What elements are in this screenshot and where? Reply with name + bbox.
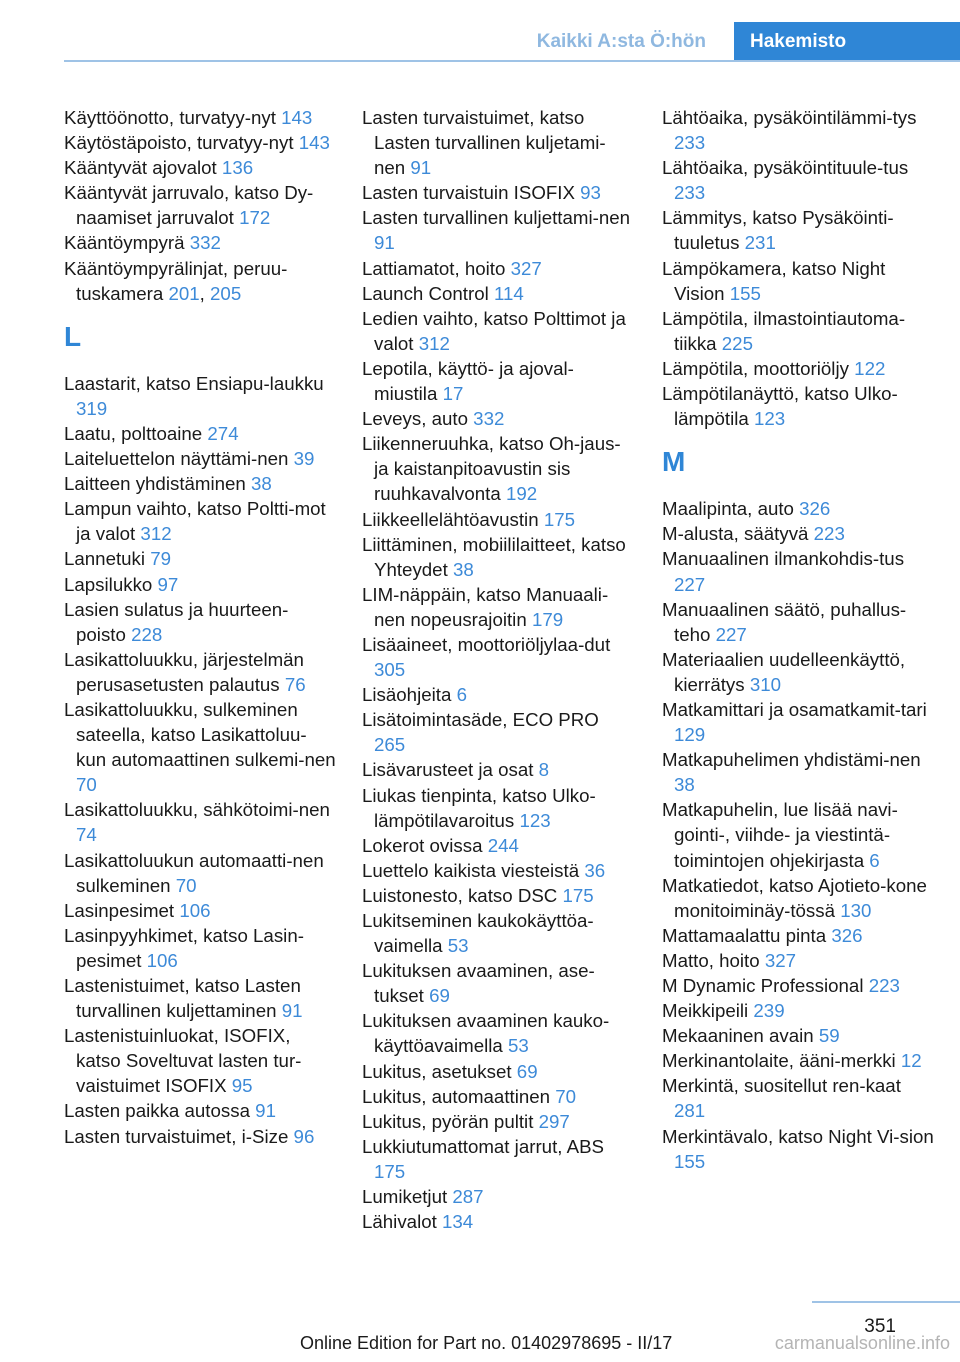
page-link[interactable]: 17 bbox=[442, 383, 464, 405]
index-entry bbox=[662, 256, 934, 306]
entry-text: Lämpötila, moottoriöljy bbox=[662, 357, 849, 379]
index-entry bbox=[64, 546, 336, 571]
index-entry bbox=[362, 180, 634, 205]
page-link[interactable]: 70 bbox=[175, 874, 197, 896]
index-entry bbox=[362, 833, 634, 858]
watermark: carmanualsonline.info bbox=[774, 1333, 950, 1353]
page-link[interactable]: 95 bbox=[231, 1075, 253, 1097]
page-link[interactable]: 297 bbox=[538, 1110, 570, 1132]
page-link[interactable]: 192 bbox=[505, 483, 538, 505]
page-link[interactable]: 244 bbox=[487, 834, 519, 856]
page-link[interactable]: 134 bbox=[442, 1211, 474, 1233]
entry-text: Luettelo kaikista viesteistä bbox=[362, 859, 580, 881]
entry-text: Merkinantolaite, ääni-merkki bbox=[662, 1050, 896, 1072]
page-link[interactable]: 175 bbox=[374, 1160, 406, 1182]
entry-text: Lumiketjut bbox=[362, 1186, 448, 1208]
index-entry bbox=[662, 597, 934, 647]
entry-text: Käyttöönotto, turvatyy-nyt bbox=[64, 107, 276, 128]
entry-text: Käytöstäpoisto, turvatyy-nyt bbox=[64, 132, 294, 154]
entry-text: Lasten turvaistuimet, katso Lasten turvallinen kuljetami-nen bbox=[362, 107, 606, 179]
index-entry bbox=[362, 532, 634, 582]
index-entry bbox=[662, 797, 934, 872]
page-link[interactable]: 69 bbox=[429, 985, 450, 1007]
page-link[interactable]: 97 bbox=[157, 573, 179, 595]
index-entry bbox=[64, 421, 336, 446]
page-link[interactable]: 114 bbox=[493, 282, 524, 304]
page-link[interactable]: 39 bbox=[293, 448, 315, 470]
index-entry bbox=[362, 1134, 634, 1184]
page-link[interactable]: 6 bbox=[456, 684, 467, 706]
index-entry bbox=[64, 647, 336, 697]
page-link[interactable]: 201 bbox=[168, 282, 200, 304]
index-entry bbox=[362, 406, 634, 431]
entry-text: Lasien sulatus ja huurteen-poisto bbox=[64, 598, 289, 645]
page-link[interactable]: 93 bbox=[580, 182, 601, 204]
page-link[interactable]: 38 bbox=[251, 473, 272, 495]
index-entry bbox=[64, 923, 336, 973]
entry-text: Lokerot ovissa bbox=[362, 834, 483, 856]
page-link[interactable]: 96 bbox=[293, 1125, 315, 1147]
index-entry bbox=[362, 858, 634, 883]
page-link[interactable]: 223 bbox=[868, 975, 900, 996]
entry-text: Lukkiutumattomat jarrut, ABS bbox=[362, 1135, 605, 1157]
page-link[interactable]: 326 bbox=[831, 924, 863, 946]
entry-text: Lastenistuimet, katso Lasten turvallinen kuljettaminen bbox=[64, 975, 301, 1022]
entry-text: Liikenneruuhka, katso Oh-jaus- ja kaistanpitoavustin sis ruuhkavalvonta bbox=[362, 433, 621, 505]
page-link[interactable]: 228 bbox=[131, 623, 163, 645]
page-link[interactable]: 123 bbox=[519, 809, 551, 831]
entry-text: Manuaalinen ilmankohdis-tus bbox=[662, 548, 905, 570]
index-entry bbox=[64, 1124, 336, 1149]
entry-text: LIM-näppäin, katso Manuaali-nen nopeusrajoitin bbox=[362, 583, 609, 630]
entry-text: Merkintä, suositellut ren-kaat bbox=[662, 1075, 901, 1097]
page-link[interactable]: 179 bbox=[531, 608, 564, 630]
entry-text: Kääntöympyrälinjat, peruu-tuskamera bbox=[64, 257, 288, 304]
entry-text: Lasikattoluukku, järjestelmän perusasetusten palautus bbox=[64, 648, 304, 695]
index-column-1 bbox=[64, 105, 336, 1149]
entry-text: Lasikattoluukku, sulkeminen sateella, katso Lasikattoluu-kun automaattinen sulkemi-nen bbox=[64, 698, 336, 771]
page-link[interactable]: 172 bbox=[239, 207, 271, 229]
entry-text: M-alusta, säätyvä bbox=[662, 523, 809, 545]
index-entry bbox=[64, 597, 336, 647]
page-link[interactable]: 76 bbox=[284, 673, 306, 695]
entry-text: Lukituksen avaaminen, ase-tukset bbox=[362, 960, 595, 1007]
page-link[interactable]: 231 bbox=[744, 232, 776, 254]
index-entry bbox=[64, 471, 336, 496]
page-link[interactable]: 69 bbox=[516, 1060, 538, 1082]
page-link[interactable]: 239 bbox=[753, 1000, 785, 1022]
index-entry bbox=[64, 1023, 336, 1098]
page-link[interactable]: 327 bbox=[510, 257, 542, 279]
entry-text: Matto, hoito bbox=[662, 949, 760, 971]
index-entry bbox=[64, 446, 336, 471]
index-column-2 bbox=[362, 105, 634, 1234]
edition-note: Online Edition for Part no. 01402978695 - II/17 bbox=[300, 1333, 673, 1353]
index-entry bbox=[362, 1084, 634, 1109]
page-link[interactable]: 36 bbox=[584, 859, 606, 881]
header-rule bbox=[64, 60, 960, 62]
index-entry bbox=[64, 572, 336, 597]
page-link[interactable]: 287 bbox=[452, 1186, 484, 1208]
entry-text: Matkatiedot, katso Ajotieto-kone monitoiminäy-tössä bbox=[662, 874, 927, 921]
entry-text: Lämpötilanäyttö, katso Ulko-lämpötila bbox=[662, 383, 898, 430]
page-link[interactable]: 70 bbox=[555, 1085, 577, 1107]
entry-text: Lähtöaika, pysäköintilämmi-tys bbox=[662, 107, 917, 128]
index-entry bbox=[662, 998, 934, 1023]
page-link[interactable]: 326 bbox=[799, 498, 831, 520]
entry-text: Ledien vaihto, katso Polttimot ja valot bbox=[362, 307, 626, 354]
page-link[interactable]: 175 bbox=[562, 884, 594, 906]
page-link[interactable]: 319 bbox=[76, 397, 108, 419]
entry-text: Kääntyvät jarruvalo, katso Dy-naamiset jarruvalot bbox=[64, 182, 314, 229]
entry-text: Lukitus, automaattinen bbox=[362, 1085, 551, 1107]
index-entry bbox=[64, 973, 336, 1023]
page-link[interactable]: 223 bbox=[813, 523, 845, 545]
index-entry bbox=[662, 647, 934, 697]
page-link[interactable]: 274 bbox=[207, 422, 239, 444]
page-link[interactable]: 123 bbox=[754, 408, 786, 430]
page-link[interactable]: 130 bbox=[840, 899, 872, 921]
entry-text: Manuaalinen säätö, puhallus-teho bbox=[662, 598, 907, 645]
page-link[interactable]: 143 bbox=[281, 107, 313, 128]
entry-text: Lasikattoluukun automaatti-nen sulkeminen bbox=[64, 849, 324, 896]
index-entry bbox=[662, 1023, 934, 1048]
entry-text: Lisätoimintasäde, ECO PRO bbox=[362, 709, 599, 731]
page-link[interactable]: 205 bbox=[210, 282, 242, 304]
index-entry bbox=[362, 1209, 634, 1234]
index-entry bbox=[362, 958, 634, 1008]
entry-text: Kääntyvät ajovalot bbox=[64, 157, 217, 179]
index-entry bbox=[662, 697, 934, 747]
index-entry bbox=[362, 783, 634, 833]
index-entry bbox=[362, 507, 634, 532]
entry-text: Liikkeellelähtöavustin bbox=[362, 508, 539, 530]
index-entry bbox=[662, 923, 934, 948]
entry-text: Lasten turvallinen kuljettami-nen bbox=[362, 207, 631, 229]
entry-text: Laastarit, katso Ensiapu-laukku bbox=[64, 372, 324, 394]
entry-text: Luistonesto, katso DSC bbox=[362, 884, 558, 906]
index-entry bbox=[64, 898, 336, 923]
page-link[interactable]: 8 bbox=[538, 759, 550, 781]
index-entry bbox=[64, 180, 336, 230]
index-entry bbox=[362, 205, 634, 255]
index-entry bbox=[662, 381, 934, 431]
index-entry bbox=[362, 431, 634, 506]
page-link[interactable]: 233 bbox=[674, 182, 706, 204]
page-link[interactable]: 155 bbox=[674, 1150, 706, 1172]
page-link[interactable]: 91 bbox=[281, 1000, 303, 1022]
index-entry bbox=[362, 356, 634, 406]
page-link[interactable]: 91 bbox=[410, 157, 432, 179]
page-link[interactable]: 312 bbox=[418, 332, 450, 354]
index-entry bbox=[662, 873, 934, 923]
page-link[interactable]: 227 bbox=[715, 623, 747, 645]
page-link[interactable]: 91 bbox=[255, 1100, 276, 1122]
index-entry bbox=[362, 105, 634, 180]
entry-text: Lasten turvaistuimet, i-Size bbox=[64, 1125, 289, 1147]
index-entry bbox=[362, 707, 634, 757]
index-entry bbox=[362, 281, 634, 306]
index-entry bbox=[662, 356, 934, 381]
page-number: 351 bbox=[864, 1316, 896, 1337]
index-entry bbox=[64, 105, 336, 130]
page-link[interactable]: 106 bbox=[179, 899, 211, 921]
index-entry bbox=[662, 105, 934, 155]
page-link[interactable]: 332 bbox=[473, 408, 505, 430]
index-entry bbox=[64, 230, 336, 255]
page-link[interactable]: 155 bbox=[729, 282, 761, 304]
page-link[interactable]: 136 bbox=[221, 157, 254, 179]
page-link[interactable]: 6 bbox=[869, 849, 880, 871]
page-link[interactable]: 332 bbox=[189, 232, 221, 254]
index-entry bbox=[362, 632, 634, 682]
index-entry bbox=[362, 582, 634, 632]
entry-text: Lepotila, käyttö- ja ajoval-miustila bbox=[362, 357, 574, 405]
index-entry bbox=[662, 155, 934, 205]
index-entry bbox=[64, 496, 336, 546]
footer-rule bbox=[812, 1301, 960, 1303]
entry-text: Lisäohjeita bbox=[362, 684, 452, 706]
index-entry bbox=[662, 521, 934, 546]
entry-text: Laitteen yhdistäminen bbox=[64, 473, 246, 495]
index-entry bbox=[362, 682, 634, 707]
index-entry bbox=[662, 205, 934, 255]
index-entry bbox=[64, 155, 336, 180]
entry-text: M Dynamic Professional bbox=[662, 975, 864, 996]
index-entry bbox=[64, 797, 336, 847]
entry-text: Lukitus, asetukset bbox=[362, 1060, 512, 1082]
page-link[interactable]: 233 bbox=[674, 132, 706, 154]
entry-text: Launch Control bbox=[362, 282, 489, 304]
page-link[interactable]: 53 bbox=[508, 1035, 529, 1057]
index-entry bbox=[662, 973, 934, 998]
page-link[interactable]: 227 bbox=[674, 573, 706, 595]
section-title: Kaikki A:sta Ö:hön bbox=[536, 31, 706, 52]
index-entry: Kääntöympyrälinjat, peruu-tuskamera 201, 205 bbox=[64, 257, 288, 304]
entry-text: Lämpökamera, katso Night Vision bbox=[662, 257, 886, 304]
page-link[interactable]: 143 bbox=[298, 132, 330, 154]
entry-text: Maalipinta, auto bbox=[662, 498, 794, 520]
page-link[interactable]: 312 bbox=[140, 523, 172, 545]
index-entry bbox=[662, 546, 934, 596]
page-link[interactable]: 129 bbox=[674, 724, 706, 746]
entry-text: Matkapuhelimen yhdistämi-nen bbox=[662, 749, 921, 771]
entry-text: Lannetuki bbox=[64, 548, 146, 570]
index-entry bbox=[64, 848, 336, 898]
entry-text: Lattiamatot, hoito bbox=[362, 257, 506, 279]
page-link[interactable]: 175 bbox=[543, 508, 575, 530]
index-entry bbox=[662, 496, 934, 521]
index-entry bbox=[362, 306, 634, 356]
index-entry bbox=[64, 130, 336, 155]
entry-text: Laiteluettelon näyttämi-nen bbox=[64, 448, 289, 470]
entry-text: Lähivalot bbox=[362, 1211, 437, 1233]
index-entry bbox=[662, 1048, 934, 1073]
index-entry bbox=[362, 1008, 634, 1058]
page-link[interactable]: 122 bbox=[854, 357, 886, 379]
page-link[interactable]: 59 bbox=[818, 1025, 840, 1047]
index-entry bbox=[64, 371, 336, 421]
entry-text: Lämpötila, ilmastointiautoma-tiikka bbox=[662, 307, 906, 354]
index-entry bbox=[64, 697, 336, 797]
entry-text: Lasinpyyhkimet, katso Lasin-pesimet bbox=[64, 924, 304, 971]
page-header bbox=[0, 0, 960, 62]
entry-text: Lasikattoluukku, sähkötoimi-nen bbox=[64, 799, 330, 821]
entry-text: Matkamittari ja osamatkamit-tari bbox=[662, 698, 927, 720]
entry-text: Matkapuhelin, lue lisää navi-gointi-, viihde- ja viestintä-toimintojen ohjekirjasta bbox=[662, 799, 898, 871]
entry-text: Leveys, auto bbox=[362, 408, 468, 430]
entry-text: Lasinpesimet bbox=[64, 899, 175, 921]
index-entry bbox=[662, 306, 934, 356]
index-entry bbox=[362, 256, 634, 281]
index-entry bbox=[362, 883, 634, 908]
page-link[interactable]: 281 bbox=[674, 1100, 706, 1122]
section-letter: M bbox=[662, 446, 686, 478]
entry-text: Merkintävalo, katso Night Vi-sion bbox=[662, 1125, 934, 1147]
index-entry bbox=[362, 1109, 634, 1134]
page-link[interactable]: 53 bbox=[447, 935, 469, 957]
entry-text: Mekaaninen avain bbox=[662, 1025, 814, 1047]
page-link[interactable]: 106 bbox=[146, 949, 178, 971]
page-link[interactable]: 12 bbox=[900, 1050, 922, 1072]
entry-text: Liittäminen, mobiililaitteet, katso Yhteydet bbox=[362, 533, 626, 580]
entry-text: Lämmitys, katso Pysäköinti-tuuletus bbox=[662, 207, 894, 254]
entry-text: Lasten turvaistuin ISOFIX bbox=[362, 182, 575, 204]
entry-text: Lasten paikka autossa bbox=[64, 1100, 250, 1122]
index-entry bbox=[662, 747, 934, 797]
entry-text: Lukituksen avaaminen kauko-käyttöavaimella bbox=[362, 1010, 610, 1057]
entry-text: Lisävarusteet ja osat bbox=[362, 759, 534, 781]
chapter-tab: Hakemisto bbox=[734, 22, 960, 62]
page-link[interactable]: 305 bbox=[374, 659, 406, 681]
page-link[interactable]: 70 bbox=[76, 774, 97, 796]
entry-text: Lapsilukko bbox=[64, 573, 153, 595]
page-link[interactable]: 225 bbox=[721, 332, 753, 354]
entry-text: Lähtöaika, pysäköintituule-tus bbox=[662, 157, 909, 179]
page-link[interactable]: 327 bbox=[764, 949, 797, 971]
index-entry bbox=[662, 1073, 934, 1123]
page-link[interactable]: 79 bbox=[150, 548, 172, 570]
page-link[interactable]: 38 bbox=[452, 558, 474, 580]
page-link[interactable]: 265 bbox=[374, 734, 406, 756]
index-entry bbox=[362, 1184, 634, 1209]
section-letter: L bbox=[64, 320, 82, 352]
entry-text: Mattamaalattu pinta bbox=[662, 924, 827, 946]
entry-text: Meikkipeili bbox=[662, 1000, 749, 1022]
entry-text: Lastenistuinluokat, ISOFIX, katso Soveltuvat lasten tur-vaistuimet ISOFIX bbox=[64, 1025, 302, 1097]
index-entry bbox=[662, 948, 934, 973]
entry-text: Materiaalien uudelleenkäyttö, kierrätys bbox=[662, 648, 906, 695]
entry-text: Laatu, polttoaine bbox=[64, 422, 203, 444]
index-entry bbox=[362, 908, 634, 958]
entry-text: Kääntöympyrä bbox=[64, 232, 185, 254]
page-link[interactable]: 91 bbox=[374, 232, 395, 254]
index-entry bbox=[362, 757, 634, 782]
index-entry bbox=[362, 1059, 634, 1084]
index-column-3 bbox=[662, 105, 934, 1174]
page-link[interactable]: 38 bbox=[674, 774, 695, 796]
entry-text: Liukas tienpinta, katso Ulko-lämpötilavaroitus bbox=[362, 784, 596, 831]
index-entry bbox=[662, 1124, 934, 1174]
page-link[interactable]: 74 bbox=[76, 824, 97, 846]
entry-text: Lukitus, pyörän pultit bbox=[362, 1110, 534, 1132]
entry-text: Lampun vaihto, katso Poltti-mot ja valot bbox=[64, 498, 326, 545]
page-link[interactable]: 310 bbox=[749, 673, 781, 695]
entry-text: Lukitseminen kaukokäyttöa-vaimella bbox=[362, 910, 594, 957]
index-entry bbox=[64, 1098, 336, 1123]
entry-text: Lisäaineet, moottoriöljylaa-dut bbox=[362, 633, 611, 655]
